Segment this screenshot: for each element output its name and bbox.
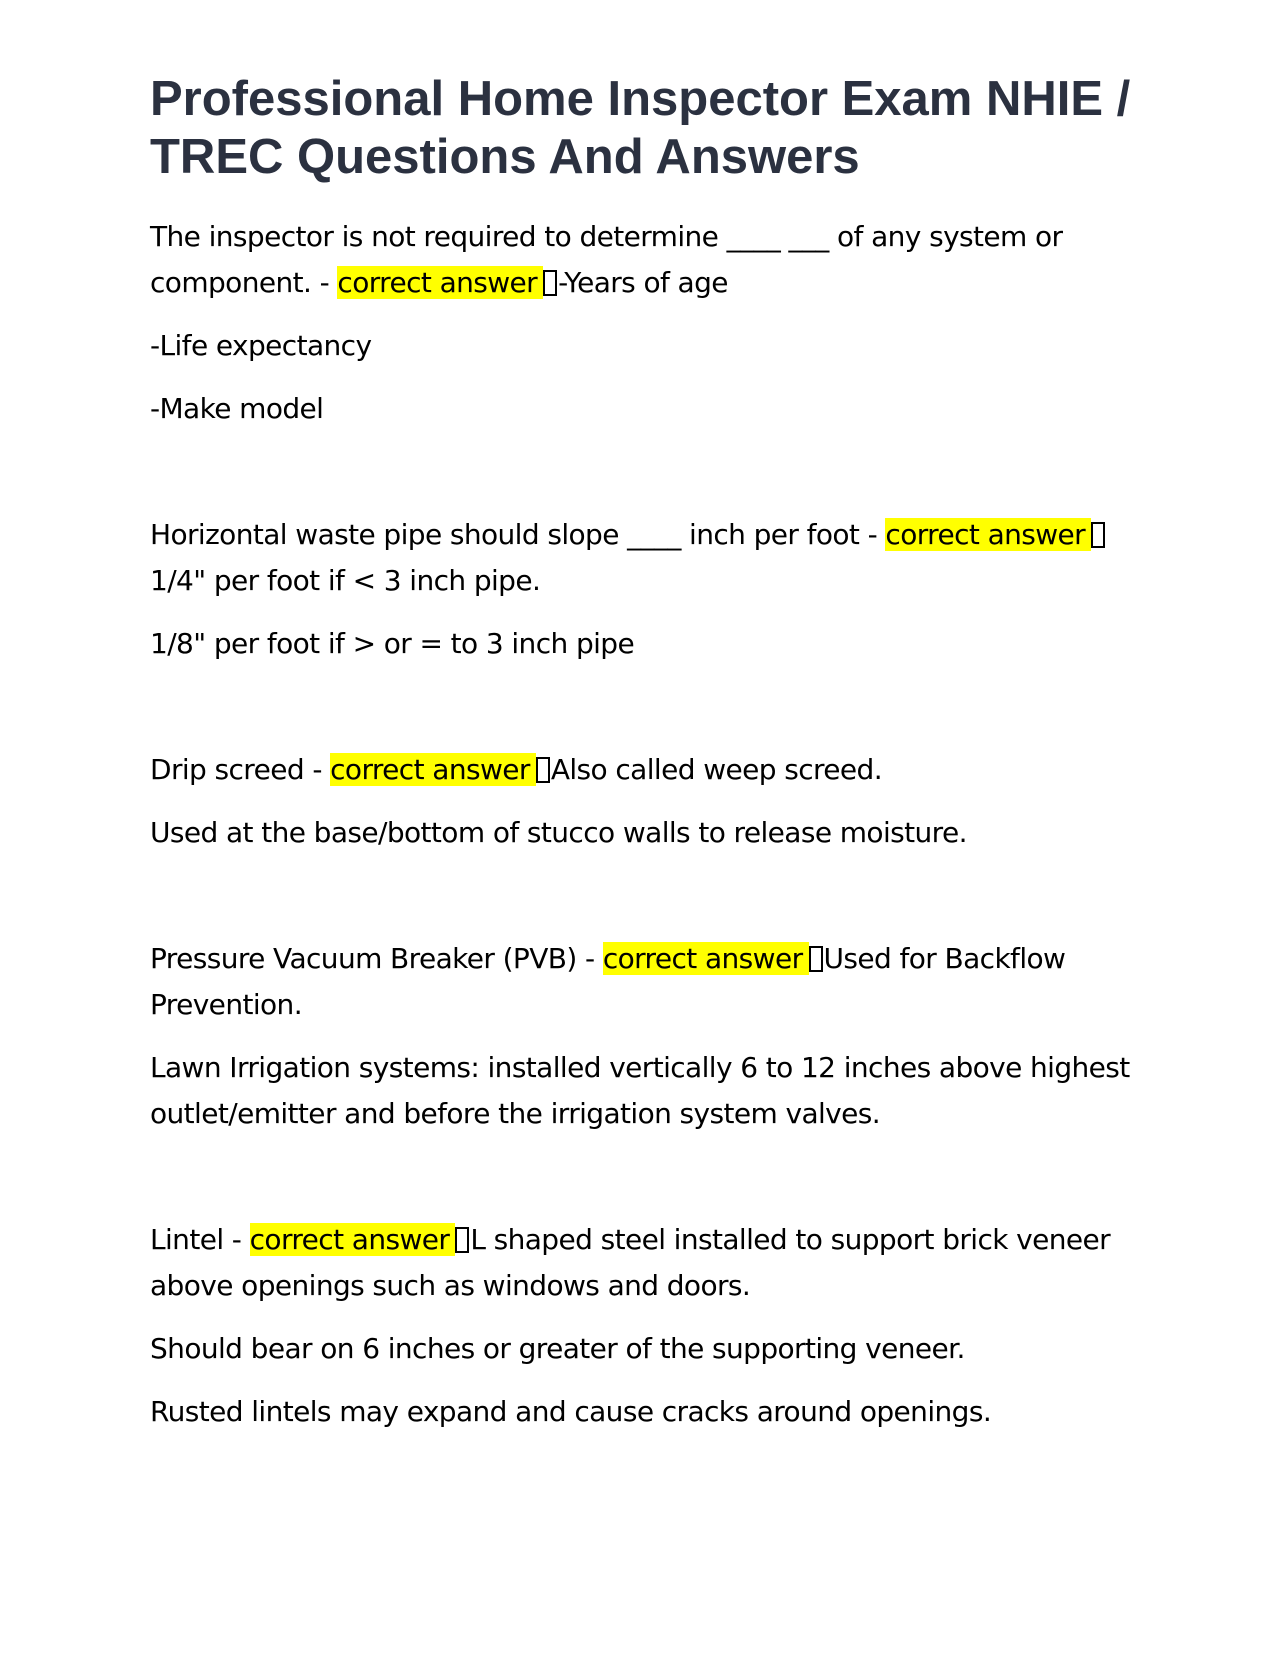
answer-text: -Years of age	[558, 266, 728, 299]
document-title: Professional Home Inspector Exam NHIE / TREC Questions And Answers	[150, 72, 1131, 184]
correct-answer-highlight: correct answer	[250, 1223, 456, 1256]
correct-answer-highlight: correct answer	[337, 266, 543, 299]
correct-answer-highlight: correct answer	[330, 753, 536, 786]
entry-spacer	[150, 449, 1140, 512]
question-text: Horizontal waste pipe should slope ____ inch per foot -	[150, 518, 886, 551]
answer-detail: -Make model	[150, 392, 324, 425]
missing-glyph-box-icon	[536, 757, 550, 783]
answer-text: 1/4" per foot if < 3 inch pipe.	[150, 564, 541, 597]
missing-glyph-box-icon	[455, 1227, 469, 1253]
qa-entry	[150, 512, 1140, 667]
question-line	[150, 747, 1140, 793]
qa-entry	[150, 747, 1140, 856]
answer-text: Also called weep screed.	[550, 753, 883, 786]
question-text: The inspector is not required to determine ____ ___ of any system or component. -	[150, 220, 1063, 299]
question-line	[150, 936, 1140, 1028]
correct-answer-highlight: correct answer	[603, 942, 809, 975]
question-line	[150, 214, 1140, 306]
qa-entry	[150, 936, 1140, 1137]
answer-text: Used for Backflow Prevention.	[150, 942, 1066, 1021]
missing-glyph-box-icon	[809, 946, 823, 972]
question-line	[150, 1217, 1140, 1309]
entry-spacer	[150, 873, 1140, 936]
missing-glyph-box-icon	[543, 270, 557, 296]
answer-detail: -Life expectancy	[150, 329, 372, 362]
question-text: Lintel -	[150, 1223, 250, 1256]
question-line	[150, 512, 1140, 604]
answer-detail: Should bear on 6 inches or greater of the supporting veneer.	[150, 1332, 965, 1365]
question-text: Drip screed -	[150, 753, 331, 786]
document-page	[150, 70, 1140, 1452]
answer-detail: Lawn Irrigation systems: installed vertically 6 to 12 inches above highest outlet/emitter and before the irrigation system valves.	[150, 1051, 1130, 1130]
answer-text: L shaped steel installed to support brick veneer above openings such as windows and doors.	[150, 1223, 1111, 1302]
missing-glyph-box-icon	[1091, 522, 1105, 548]
entry-spacer	[150, 1154, 1140, 1217]
question-text: Pressure Vacuum Breaker (PVB) -	[150, 942, 603, 975]
answer-detail: 1/8" per foot if > or = to 3 inch pipe	[150, 627, 635, 660]
entry-spacer	[150, 684, 1140, 747]
answer-detail: Rusted lintels may expand and cause cracks around openings.	[150, 1395, 992, 1428]
qa-entry	[150, 214, 1140, 432]
qa-entry	[150, 1217, 1140, 1435]
correct-answer-highlight: correct answer	[885, 518, 1091, 551]
answer-detail: Used at the base/bottom of stucco walls to release moisture.	[150, 816, 967, 849]
